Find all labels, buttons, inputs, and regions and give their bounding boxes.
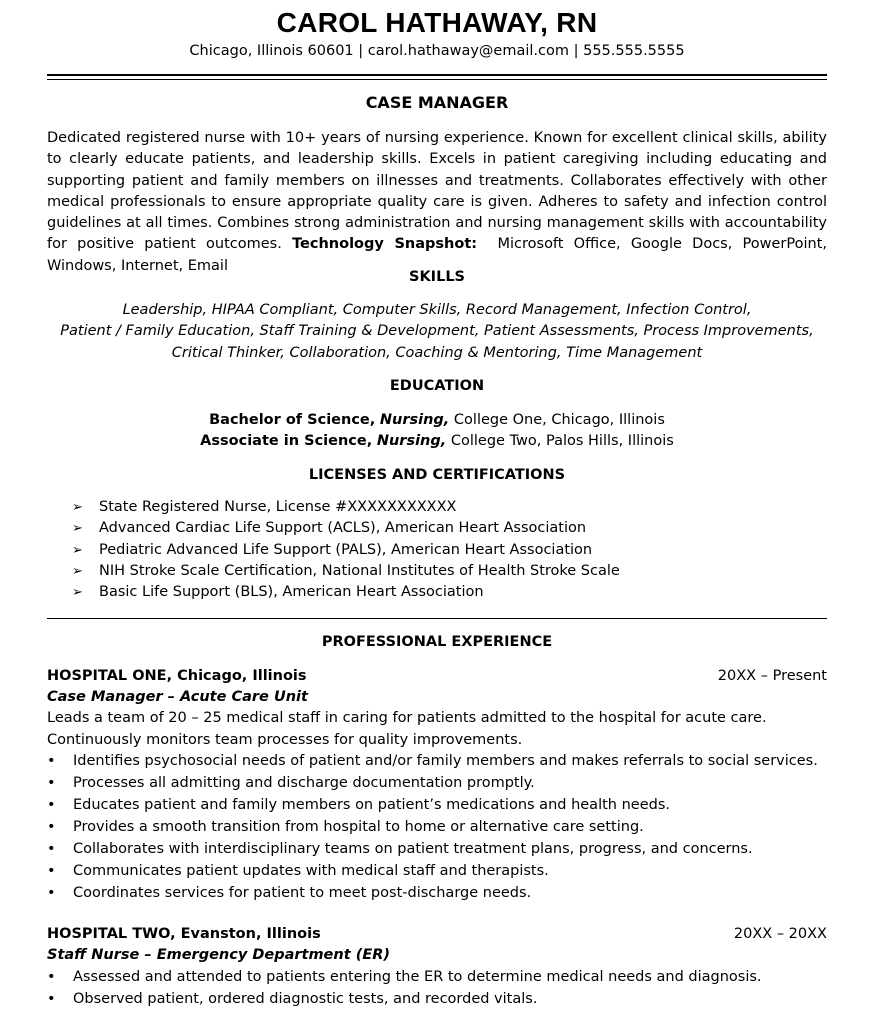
license-item [72, 561, 812, 582]
job-dates: 20XX – Present [717, 668, 827, 684]
bullet-icon: • [47, 991, 56, 1007]
bullet-text: Assessed and attended to patients entering the ER to determine medical needs and diagnosis. [73, 969, 762, 985]
bullet-text: Communicates patient updates with medical staff and therapists. [73, 863, 549, 879]
bullet-text: Provides a smooth transition from hospital to home or alternative care setting. [73, 819, 644, 835]
job-header [47, 924, 827, 945]
list-item [47, 966, 827, 988]
skills-line: Critical Thinker, Collaboration, Coaching & Mentoring, Time Management [171, 344, 703, 361]
employer: HOSPITAL ONE, Chicago, Illinois [47, 668, 307, 684]
section-divider [47, 618, 827, 619]
license-item [72, 582, 812, 603]
bullet-icon: • [47, 775, 56, 791]
school: College One, Chicago, Illinois [453, 412, 665, 428]
license-item [72, 540, 812, 561]
license-text: Pediatric Advanced Life Support (PALS), American Heart Association [99, 541, 593, 558]
bullet-text: Observed patient, ordered diagnostic tests, and recorded vitals. [73, 991, 538, 1007]
license-text: Basic Life Support (BLS), American Heart Association [99, 584, 484, 601]
license-item [72, 497, 812, 518]
bullet-icon: • [47, 969, 56, 985]
tech-snapshot-label: Technology Snapshot: [292, 236, 478, 253]
summary-paragraph [47, 128, 827, 277]
bullet-icon: • [47, 885, 56, 901]
summary-text: Dedicated registered nurse with 10+ years of nursing experience. Known for excellent clinical skills, ability to clearly educate patients, and leadership skills. Excels in patient caregiving including educating and supporting patient and family members on illnesses and treatments. Collaborates effectively with other medical professionals to ensure appropriate quality care is given. Adheres to safety and infection control guidelines at all times. Combines strong administration and nursing management skills with accountability for positive patient outcomes. [47, 130, 827, 253]
bullet-icon: • [47, 797, 56, 813]
school: College Two, Palos Hills, Illinois [450, 433, 674, 450]
list-item [47, 988, 827, 1010]
list-item [47, 882, 827, 904]
degree: Bachelor of Science, [209, 412, 376, 428]
education-entry [47, 410, 827, 431]
license-text: State Registered Nurse, License #XXXXXXXXXXX [99, 499, 457, 515]
bullet-text: Processes all admitting and discharge documentation promptly. [73, 775, 535, 791]
job-header [47, 666, 827, 687]
employer: HOSPITAL TWO, Evanston, Illinois [47, 926, 321, 942]
job-bullets [47, 966, 827, 1010]
licenses-list [72, 497, 812, 603]
bullet-icon: • [47, 753, 56, 769]
job-bullets [47, 750, 827, 904]
experience-heading: PROFESSIONAL EXPERIENCE [321, 634, 553, 650]
skills-line: Leadership, HIPAA Compliant, Computer Skills, Record Management, Infection Control, [122, 302, 752, 318]
bullet-text: Coordinates services for patient to meet post-discharge needs. [73, 885, 532, 901]
license-text: Advanced Cardiac Life Support (ACLS), American Heart Association [99, 520, 587, 537]
education-entry [47, 431, 827, 452]
list-item [47, 860, 827, 882]
list-item [47, 772, 827, 794]
contact-line: Chicago, Illinois 60601 | carol.hathaway@email.com | 555.555.5555 [189, 43, 685, 59]
degree: Associate in Science, [200, 433, 373, 450]
arrow-bullet-icon: ➢ [72, 585, 83, 601]
tech-snapshot-value: Microsoft Office, Google Docs, PowerPoint, Windows, Internet, Email [47, 236, 828, 274]
list-item [47, 750, 827, 772]
bullet-icon: • [47, 863, 56, 879]
license-text: NIH Stroke Scale Certification, National Institutes of Health Stroke Scale [99, 562, 620, 579]
resume-title: CASE MANAGER [365, 93, 509, 112]
list-item [47, 794, 827, 816]
header-divider [47, 74, 827, 80]
arrow-bullet-icon: ➢ [72, 563, 83, 579]
bullet-text: Collaborates with interdisciplinary teams on patient treatment plans, progress, and concerns. [73, 841, 753, 857]
bullet-icon: • [47, 841, 56, 857]
arrow-bullet-icon: ➢ [72, 500, 83, 515]
job-title: Staff Nurse – Emergency Department (ER) [47, 947, 391, 963]
list-item [47, 838, 827, 860]
job-title: Case Manager – Acute Care Unit [47, 689, 308, 705]
arrow-bullet-icon: ➢ [72, 521, 83, 537]
skills-list [47, 300, 827, 364]
skills-heading: SKILLS [409, 269, 465, 285]
education-list [47, 410, 827, 453]
licenses-heading: LICENSES AND CERTIFICATIONS [308, 467, 566, 483]
job-dates: 20XX – 20XX [733, 926, 827, 942]
job-description: Leads a team of 20 – 25 medical staff in caring for patients admitted to the hospital for acute care. Continuously monitors team processes for quality improvements. [47, 710, 767, 748]
license-item [72, 518, 812, 539]
bullet-text: Identifies psychosocial needs of patient and/or family members and makes referrals to social services. [73, 753, 818, 769]
arrow-bullet-icon: ➢ [72, 542, 83, 558]
education-heading: EDUCATION [389, 378, 485, 394]
major: Nursing, [379, 412, 450, 428]
bullet-icon: • [47, 819, 56, 835]
skills-line: Patient / Family Education, Staff Training & Development, Patient Assessments, Process Improvements, [60, 323, 814, 340]
candidate-name: CAROL HATHAWAY, RN [276, 7, 598, 38]
major: Nursing, [376, 433, 447, 450]
list-item [47, 816, 827, 838]
bullet-text: Educates patient and family members on patient’s medications and health needs. [73, 797, 670, 813]
